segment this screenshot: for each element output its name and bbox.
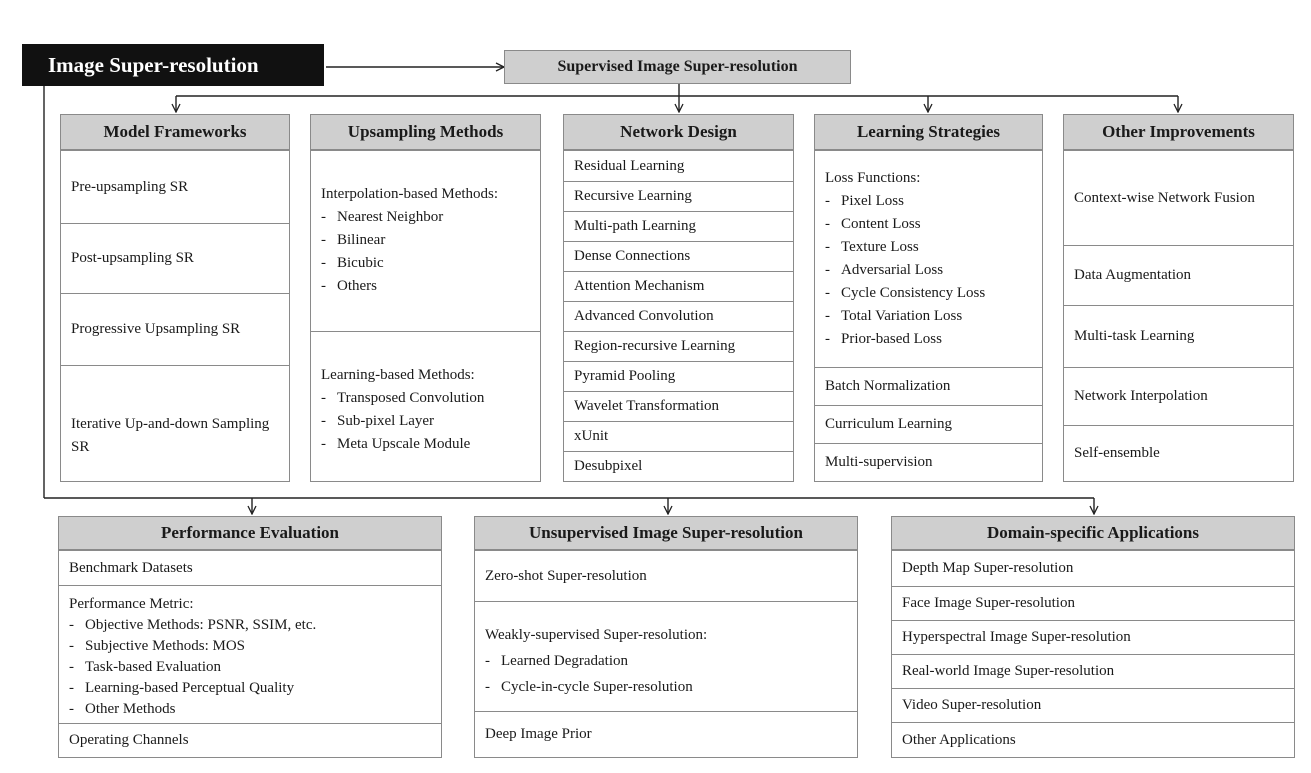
list-item: Other Applications (892, 722, 1294, 757)
upsampling-methods-header: Upsampling Methods (310, 114, 541, 150)
list-item: Deep Image Prior (475, 711, 857, 757)
list-item: - Content Loss (825, 213, 1032, 236)
list-item: Post-upsampling SR (61, 223, 289, 293)
list-item: Desubpixel (564, 451, 793, 481)
list-item: Region-recursive Learning (564, 331, 793, 361)
performance-evaluation-panel (58, 550, 442, 758)
list-item: Wavelet Transformation (564, 391, 793, 421)
list-item: - Meta Upscale Module (321, 433, 530, 456)
list-item: - Sub-pixel Layer (321, 410, 530, 433)
performance-evaluation-header: Performance Evaluation (58, 516, 442, 550)
list-item: - Pixel Loss (825, 190, 1032, 213)
list-item: Face Image Super-resolution (892, 586, 1294, 620)
learning-based-list (321, 387, 530, 456)
list-item: - Objective Methods: PSNR, SSIM, etc. (69, 615, 431, 636)
learning-based-heading: Learning-based Methods: (321, 367, 475, 383)
weakly-supervised-heading: Weakly-supervised Super-resolution: (485, 627, 708, 643)
list-item: Recursive Learning (564, 181, 793, 211)
list-item: - Transposed Convolution (321, 387, 530, 410)
performance-metric-heading: Performance Metric: (69, 596, 194, 612)
list-item: - Prior-based Loss (825, 328, 1032, 351)
network-design-panel (563, 150, 794, 482)
list-item: - Adversarial Loss (825, 259, 1032, 282)
list-item: - Task-based Evaluation (69, 657, 431, 678)
weakly-supervised-group (475, 601, 857, 711)
list-item: - Nearest Neighbor (321, 206, 530, 229)
performance-metric-group (59, 585, 441, 723)
list-item: Progressive Upsampling SR (61, 293, 289, 365)
loss-functions-list (825, 190, 1032, 351)
list-item: - Total Variation Loss (825, 305, 1032, 328)
list-item: Multi-task Learning (1064, 305, 1293, 367)
other-improvements-panel (1063, 150, 1294, 482)
list-item: Dense Connections (564, 241, 793, 271)
list-item: Pre-upsampling SR (71, 178, 189, 195)
list-item: - Bicubic (321, 252, 530, 275)
list-item: Zero-shot Super-resolution (485, 567, 647, 584)
list-item: Operating Channels (59, 723, 441, 757)
learning-based-group (311, 331, 540, 481)
unsupervised-panel (474, 550, 858, 758)
list-item: Depth Map Super-resolution (902, 560, 1074, 576)
learning-strategies-header: Learning Strategies (814, 114, 1043, 150)
loss-functions-group (815, 151, 1042, 367)
list-item: - Texture Loss (825, 236, 1032, 259)
upsampling-methods-panel (310, 150, 541, 482)
list-item: - Other Methods (69, 699, 431, 720)
other-improvements-header: Other Improvements (1063, 114, 1294, 150)
list-item: Multi-path Learning (564, 211, 793, 241)
list-item: Data Augmentation (1064, 245, 1293, 305)
list-item: Video Super-resolution (892, 688, 1294, 722)
supervised-header: Supervised Image Super-resolution (504, 50, 851, 84)
domain-specific-header: Domain-specific Applications (891, 516, 1295, 550)
list-item: Pyramid Pooling (564, 361, 793, 391)
list-item: Network Interpolation (1064, 367, 1293, 425)
interpolation-list (321, 206, 530, 298)
list-item: Hyperspectral Image Super-resolution (892, 620, 1294, 654)
domain-specific-panel (891, 550, 1295, 758)
list-item: Iterative Up-and-down Sampling SR (61, 365, 289, 481)
list-item: Residual Learning (574, 157, 685, 174)
root-title: Image Super-resolution (22, 44, 324, 86)
list-item: Multi-supervision (815, 443, 1042, 481)
list-item: Context-wise Network Fusion (1074, 189, 1255, 206)
list-item: Self-ensemble (1064, 425, 1293, 481)
list-item: Batch Normalization (815, 367, 1042, 405)
list-item: - Learning-based Perceptual Quality (69, 678, 431, 699)
list-item: Real-world Image Super-resolution (892, 654, 1294, 688)
network-design-header: Network Design (563, 114, 794, 150)
interpolation-heading: Interpolation-based Methods: (321, 186, 499, 202)
list-item: - Others (321, 275, 530, 298)
learning-strategies-panel (814, 150, 1043, 482)
model-frameworks-header: Model Frameworks (60, 114, 290, 150)
list-item: - Learned Degradation (485, 648, 847, 674)
list-item: Benchmark Datasets (69, 559, 193, 576)
model-frameworks-panel (60, 150, 290, 482)
list-item: Attention Mechanism (564, 271, 793, 301)
list-item: - Cycle-in-cycle Super-resolution (485, 674, 847, 700)
weakly-supervised-list (485, 648, 847, 700)
interpolation-group (311, 151, 540, 331)
list-item: xUnit (564, 421, 793, 451)
unsupervised-header: Unsupervised Image Super-resolution (474, 516, 858, 550)
loss-functions-heading: Loss Functions: (825, 170, 921, 186)
list-item: Curriculum Learning (815, 405, 1042, 443)
list-item: - Cycle Consistency Loss (825, 282, 1032, 305)
list-item: - Bilinear (321, 229, 530, 252)
performance-metric-list (69, 615, 431, 720)
list-item: - Subjective Methods: MOS (69, 636, 431, 657)
list-item: Advanced Convolution (564, 301, 793, 331)
